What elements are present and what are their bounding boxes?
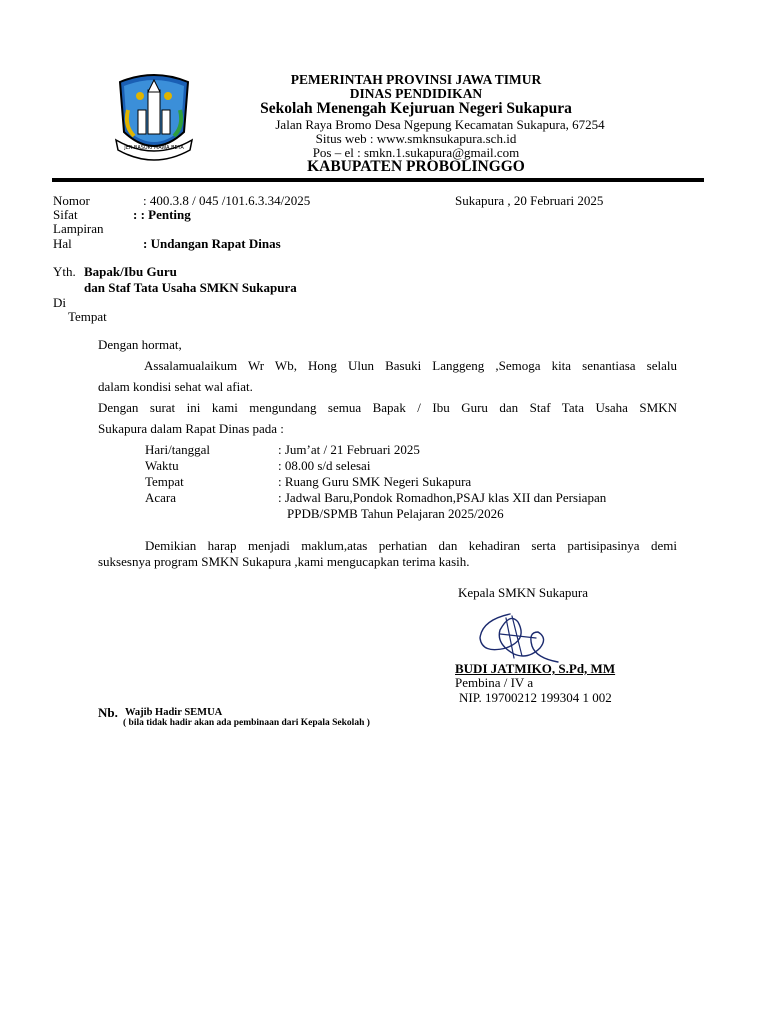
schedule-value-continued: PPDB/SPMB Tahun Pelajaran 2025/2026: [287, 506, 504, 521]
schedule-value: : Ruang Guru SMK Negeri Sukapura: [278, 474, 472, 489]
schedule-value: : Jum’at / 21 Februari 2025: [278, 442, 420, 457]
hal-label: Hal: [53, 236, 72, 251]
para1-line2: dalam kondisi sehat wal afiat.: [98, 379, 253, 394]
hal-value: : Undangan Rapat Dinas: [143, 236, 281, 251]
letter-date: Sukapura , 20 Februari 2025: [455, 193, 604, 208]
signatory-nip: NIP. 19700212 199304 1 002: [459, 690, 612, 705]
nomor-value: : 400.3.8 / 045 /101.6.3.34/2025: [143, 193, 311, 208]
closing-line2: suksesnya program SMKN Sukapura ,kami mengucapkan terima kasih.: [98, 554, 470, 569]
letterhead-school: Sekolah Menengah Kejuruan Negeri Sukapura: [260, 100, 572, 117]
recipient-line2: dan Staf Tata Usaha SMKN Sukapura: [84, 280, 297, 295]
handwritten-signature: [470, 608, 570, 668]
recipient-tempat: Tempat: [68, 309, 107, 324]
letterhead-website: Situs web : www.smknsukapura.sch.id: [315, 131, 517, 146]
letterhead-government: PEMERINTAH PROVINSI JAWA TIMUR: [290, 72, 542, 87]
para2-line2: Sukapura dalam Rapat Dinas pada :: [98, 421, 284, 436]
note-line1: Wajib Hadir SEMUA: [125, 707, 223, 718]
schedule-label: Acara: [145, 490, 177, 505]
lampiran-label: Lampiran: [53, 221, 104, 236]
letterhead-email: Pos – el : smkn.1.sukapura@gmail.com: [312, 145, 520, 160]
recipient-di: Di: [53, 295, 66, 310]
schedule-label: Hari/tanggal: [145, 442, 210, 457]
schedule-label: Tempat: [145, 474, 184, 489]
letterhead-department: DINAS PENDIDIKAN: [349, 86, 483, 101]
sifat-value: : : Penting: [133, 207, 191, 222]
note-nb: Nb.: [98, 705, 118, 720]
letterhead-address: Jalan Raya Bromo Desa Ngepung Kecamatan Sukapura, 67254: [275, 117, 605, 132]
para1-line1: Assalamualaikum Wr Wb, Hong Ulun Basuki Langgeng ,Semoga kita senantiasa selalu: [144, 358, 677, 373]
para2-line1: Dengan surat ini kami mengundang semua Bapak / Ibu Guru dan Staf Tata Usaha SMKN: [98, 400, 677, 415]
closing-line1: Demikian harap menjadi maklum,atas perhatian dan kehadiran serta partisipasinya demi: [145, 538, 677, 553]
schedule-label: Waktu: [145, 458, 179, 473]
signature-title: Kepala SMKN Sukapura: [458, 585, 588, 600]
sifat-label: Sifat: [53, 207, 78, 222]
recipient-yth: Yth.: [53, 264, 76, 279]
schedule-value: : Jadwal Baru,Pondok Romadhon,PSAJ klas XII dan Persiapan: [278, 490, 607, 505]
recipient-line1: Bapak/Ibu Guru: [84, 264, 177, 279]
nomor-label: Nomor: [53, 193, 90, 208]
note-line2: ( bila tidak hadir akan ada pembinaan dari Kepala Sekolah ): [123, 718, 370, 728]
signatory-name: BUDI JATMIKO, S.Pd, MM: [455, 661, 616, 676]
schedule-value: : 08.00 s/d selesai: [278, 458, 371, 473]
emblem-motto: JER BASUKI MAWA BEYA: [124, 145, 184, 151]
east-java-emblem: [110, 70, 198, 166]
letterhead-rule: [52, 178, 704, 182]
signatory-rank: Pembina / IV a: [455, 675, 534, 690]
greeting: Dengan hormat,: [98, 337, 182, 352]
letterhead-regency: KABUPATEN PROBOLINGGO: [307, 158, 525, 175]
